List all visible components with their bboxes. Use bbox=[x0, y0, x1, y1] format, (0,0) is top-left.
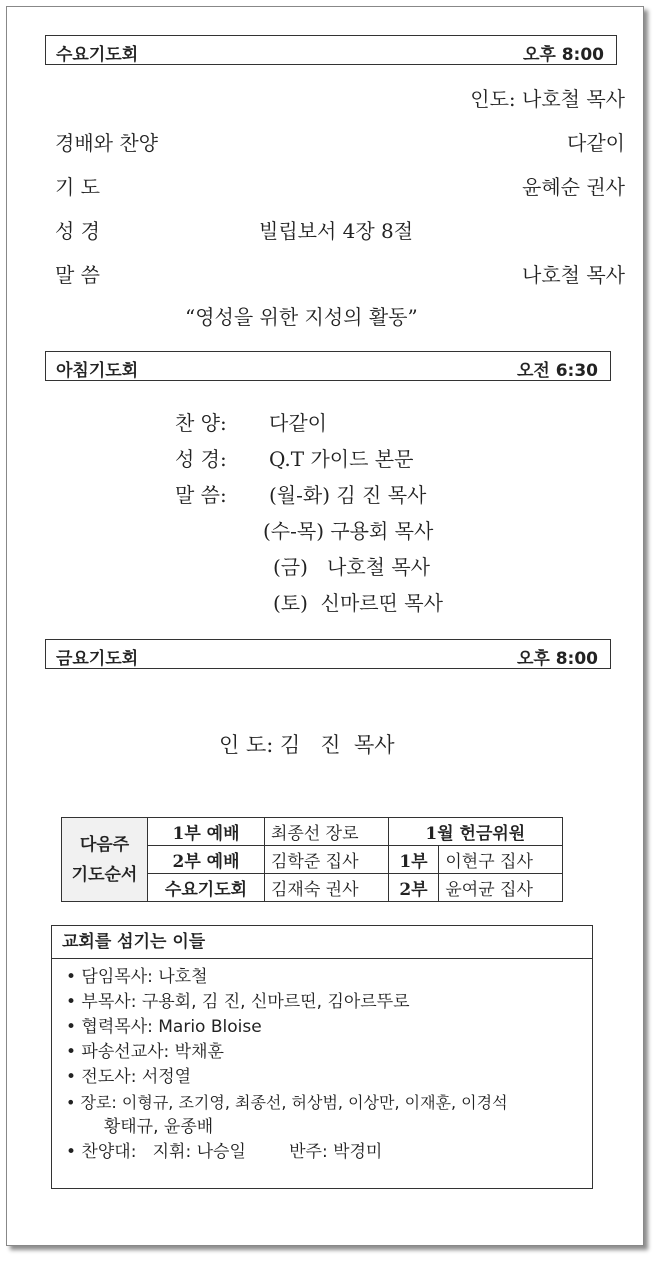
friday-title: 금요기도회 bbox=[56, 649, 139, 669]
name-cell: 김학준 집사 bbox=[264, 846, 388, 874]
morning-line-label: 찬 양: bbox=[175, 411, 227, 435]
offering-committee-cell: 1월 헌금위원 bbox=[388, 818, 562, 846]
wednesday-header bbox=[45, 35, 617, 65]
sermon-value: 나호철 목사 bbox=[522, 263, 625, 287]
part-cell: 2부 bbox=[388, 874, 439, 902]
morning-time: 오전 6:30 bbox=[516, 361, 598, 381]
morning-line-value: (월-화) 김 진 목사 bbox=[269, 483, 427, 507]
name-cell: 이현구 집사 bbox=[439, 846, 563, 874]
morning-extra-line: (수-목) 구용회 목사 bbox=[263, 519, 434, 543]
morning-line-value: 다같이 bbox=[269, 411, 327, 435]
name-cell: 윤여균 집사 bbox=[439, 874, 563, 902]
morning-extra-line: (금) 나호철 목사 bbox=[273, 555, 430, 579]
prayer-order-heading: 다음주 기도순서 bbox=[62, 818, 148, 902]
table-row bbox=[62, 818, 563, 846]
name-cell: 최종선 장로 bbox=[264, 818, 388, 846]
friday-leader: 인 도: 김 진 목사 bbox=[219, 733, 395, 757]
list-item: • 찬양대: 지휘: 나승일 반주: 박경미 bbox=[66, 1142, 383, 1162]
list-item: • 전도사: 서정열 bbox=[66, 1067, 192, 1087]
morning-line-label: 말 씀: bbox=[175, 483, 227, 507]
bulletin-page bbox=[6, 6, 644, 1246]
wednesday-leader: 인도: 나호철 목사 bbox=[470, 87, 625, 111]
ministers-box bbox=[51, 925, 593, 1189]
ministers-list bbox=[52, 965, 592, 1165]
morning-line-label: 성 경: bbox=[175, 447, 227, 471]
service-cell: 수요기도회 bbox=[148, 874, 265, 902]
list-item: • 부목사: 구용회, 김 진, 신마르띤, 김아르뚜로 bbox=[66, 992, 410, 1012]
sermon-label: 말 씀 bbox=[55, 263, 100, 287]
morning-header bbox=[45, 351, 611, 381]
scripture-value: 빌립보서 4장 8절 bbox=[259, 219, 414, 243]
morning-extra-line: (토) 신마르띤 목사 bbox=[273, 591, 443, 615]
prayer-label: 기 도 bbox=[55, 175, 100, 199]
prayer-order-table bbox=[61, 817, 563, 902]
worship-label: 경배와 찬양 bbox=[55, 131, 158, 155]
wednesday-time: 오후 8:00 bbox=[522, 45, 604, 65]
worship-value: 다같이 bbox=[567, 131, 625, 155]
morning-line-value: Q.T 가이드 본문 bbox=[269, 447, 414, 471]
friday-time: 오후 8:00 bbox=[516, 649, 598, 669]
service-cell: 2부 예배 bbox=[148, 846, 265, 874]
service-cell: 1부 예배 bbox=[148, 818, 265, 846]
ministers-title: 교회를 섬기는 이들 bbox=[52, 926, 592, 959]
list-item: • 장로: 이형규, 조기영, 최종선, 허상범, 이상만, 이재훈, 이경석 bbox=[66, 1093, 508, 1112]
list-item: • 담임목사: 나호철 bbox=[66, 967, 208, 987]
scripture-label: 성 경 bbox=[55, 219, 100, 243]
morning-title: 아침기도회 bbox=[56, 361, 139, 381]
wednesday-title: 수요기도회 bbox=[56, 45, 139, 65]
list-item: • 협력목사: Mario Bloise bbox=[66, 1017, 262, 1037]
friday-header bbox=[45, 639, 611, 669]
list-item: • 파송선교사: 박채훈 bbox=[66, 1042, 224, 1062]
name-cell: 김재숙 권사 bbox=[264, 874, 388, 902]
sermon-title: “영성을 위한 지성의 활동” bbox=[185, 305, 418, 329]
list-item: 황태규, 윤종배 bbox=[66, 1117, 214, 1137]
part-cell: 1부 bbox=[388, 846, 439, 874]
prayer-value: 윤혜순 권사 bbox=[522, 175, 625, 199]
